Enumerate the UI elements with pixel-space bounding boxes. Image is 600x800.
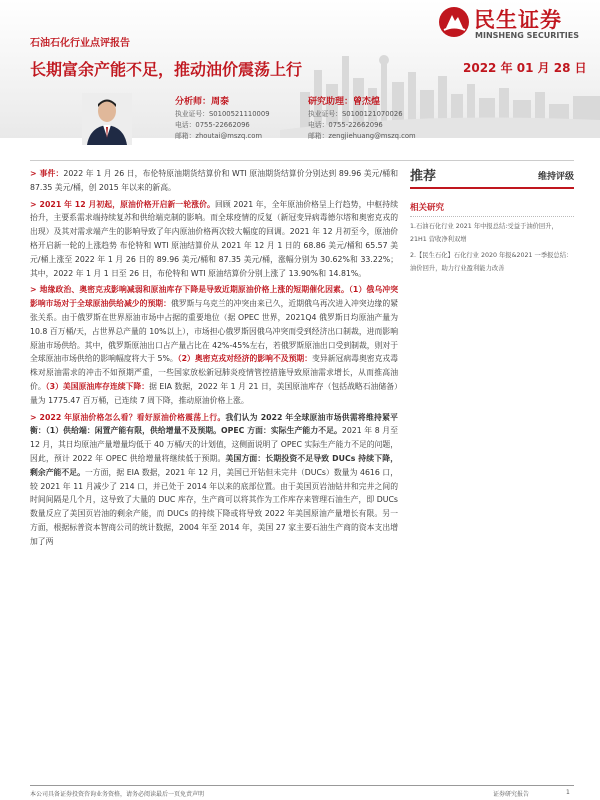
header-divider xyxy=(30,160,574,161)
rating-label: 推荐 xyxy=(410,169,437,184)
assistant-cert: 执业证号：S0100121070026 xyxy=(308,110,403,118)
bullet-arrow-icon: > xyxy=(30,169,37,178)
footer-disclaimer: 本公司具备证券投资咨询业务资格，请务必阅读最后一页免责声明 xyxy=(30,791,205,798)
analyst-block xyxy=(175,96,270,142)
page-title: 长期富余产能不足，推动油价震荡上行 xyxy=(30,60,303,79)
logo-name-cn: 民生证券 xyxy=(474,8,562,32)
assistant-block xyxy=(308,96,416,142)
main-content xyxy=(30,167,398,787)
analyst-photo xyxy=(82,93,132,145)
paragraph-price-rise: > 2021 年 12 月初起，原油价格开启新一轮涨价。回顾 2021 年，全年原油价格呈上行趋势，中枢持续抬升，主要系需求端持续复苏和供给端克制的影响。而全球疫情的反复（新冠变异病毒德尔塔和奥密克戎的出现）及其对需求端产生的影响导致了年内原油价格两次较大幅度的回调。2021 年 12 月初至今，原油价格开启新一轮的上涨趋势 布伦特和 WTI 原油结算价从 2021 年 12 月 1 日的 68.86 美元/桶和 65.57 美元/桶上涨至 2022 年 1 月 26 日的 89.96 美元/桶和 87.35 美元/桶，涨幅分别为 30.62%和 33.22%；其中，2022 年 1 月 1 日至 26 日，布伦特和 WTI 原油结算价分别上涨了 13.90%和 14.81%。 xyxy=(30,199,398,278)
assistant-phone: 电话：0755-22662096 xyxy=(308,121,383,129)
footer-divider xyxy=(30,785,574,786)
bullet-arrow-icon: > xyxy=(30,412,37,422)
report-date: 2022 年 01 月 28 日 xyxy=(463,61,587,75)
footer-report-label: 证券研究报告 xyxy=(493,791,530,798)
page-number: 1 xyxy=(566,789,570,796)
logo-name-en: MINSHENG SECURITIES xyxy=(475,31,579,40)
assistant-name: 研究助理：曾杰煌 xyxy=(308,97,381,107)
assistant-email[interactable]: 邮箱：zengjiehuang@mszq.com xyxy=(308,132,416,140)
bullet-arrow-icon: > xyxy=(30,285,37,295)
analyst-name: 分析师：周泰 xyxy=(175,97,230,107)
logo xyxy=(438,4,596,44)
related-research-item[interactable]: 1.石油石化行业 2021 年中报总结:受益于油价回升，21H1 营收净利双增 xyxy=(410,223,558,243)
rating-bar xyxy=(410,163,574,189)
report-type: 石油石化行业点评报告 xyxy=(30,38,130,49)
related-research-item[interactable]: 2.【民生石化】石化行业 2020 年报&2021 一季报总结：油价回升，助力行业盈利能力改善 xyxy=(410,252,573,272)
analyst-cert: 执业证号：S0100521110009 xyxy=(175,110,270,118)
paragraph-event: > 事件：2022 年 1 月 26 日，布伦特原油期货结算价和 WTI 原油期货结算价分别达到 89.96 美元/桶和 87.35 美元/桶，创 2015 年以来的新高。 xyxy=(30,169,398,192)
bullet-arrow-icon: > xyxy=(30,199,37,209)
paragraph-catalysts: > 地缘政治、奥密克戎影响减弱和原油库存下降是导致近期原油价格上涨的短期催化因素。（1）俄乌冲突影响市场对于全球原油供给减少的预期：俄罗斯与乌克兰的冲突由来已久，近期俄乌再次进入冲突边缘的紧张关系。由于俄罗斯在世界原油市场中占据的重要地位（据 OPEC 世界，2021Q4 俄罗斯日均原油产量为 10.8 百万桶/天，占世界总产量的 10%以上），市场担心俄罗斯因俄乌冲突而受到经济出口制裁，进而影响原油市场供给。其中，俄罗斯原油出口占产量占比在 42%-45%左右，若俄罗斯原油出口受到制裁，则对于全球原油市场供给的影响幅度将大于 5%。（2）奥密克戎对经济的影响不及预期：变异新冠病毒奥密克戎毒株对原油需求的冲击不如预期严重，一些国家放松新冠肺炎疫情管控措施导致原油需求增长，从而推高油价。（3）美国原油库存连续下降：据 EIA 数据，2022 年 1 月 21 日，美国原油库存（包括战略石油储备）量为 1775.47 百万桶，已连续 7 周下降，推动原油价格上涨。 xyxy=(30,285,398,405)
sidebar xyxy=(410,163,574,275)
related-research-title: 相关研究 xyxy=(410,201,574,217)
analyst-phone: 电话：0755-22662096 xyxy=(175,121,250,129)
rating-value: 维持评级 xyxy=(537,172,574,182)
analyst-email[interactable]: 邮箱：zhoutai@mszq.com xyxy=(175,132,262,140)
minsheng-logo-icon xyxy=(438,6,470,38)
paragraph-outlook: > 2022 年原油价格怎么看？看好原油价格震荡上行。我们认为 2022 年全球原油市场供需将维持紧平衡：（1）供给端：闲置产能有限，供给增量不及预期。OPEC 方面：实际生产能力不足。2021 年 8 月至 12 月，其日均原油产量增量均低于 40 万桶/天的计划值，这侧面说明了 OPEC 实际生产能力不足的问题，因此，预计 2022 年 OPEC 供给增量将继续低于预期。美国方面：长期投资不足导致 DUCs 持续下降，剩余产能不足。一方面，据 EIA 数据，2021 年 12 月，美国已开钻但未完井（DUCs）数量为 4616 口，较 2021 年 11 月减少了 214 口，并已处于 2014 年以来的底部位置。由于美国页岩油钻井和完井之间的时间间隔是几个月，这导致了大量的 DUC 库存，生产商可以将其作为工作库存来管理石油生产，即 DUCs 数量反应了美国页岩油的剩余产能，而 DUCs 的持续下降或将导致 2022 年美国原油产量增长有限。另一方面，根据标普资本智商公司的统计数据，2004 年至 2014 年，美国 27 家主要石油生产商的资本支出增加了两 xyxy=(30,412,398,546)
